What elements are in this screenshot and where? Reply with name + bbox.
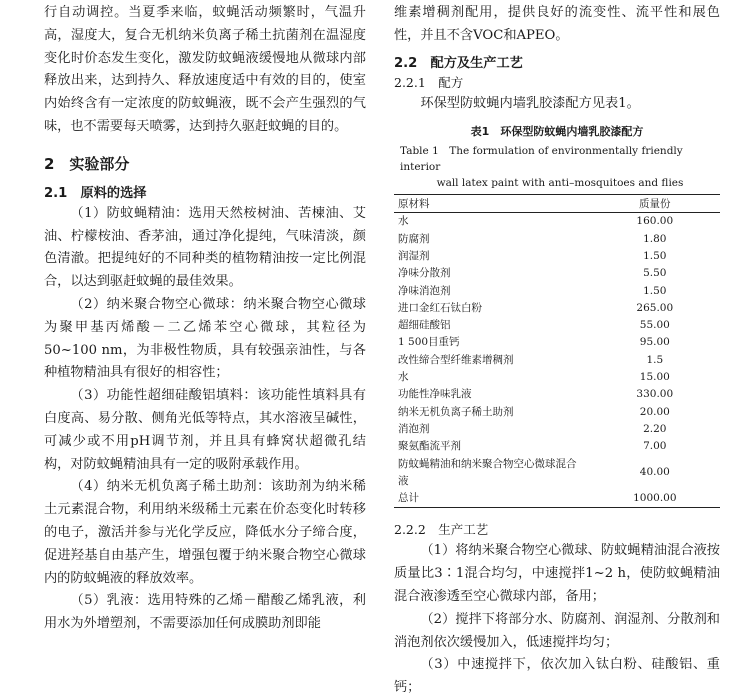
cell-material: 改性缔合型纤维素增稠剂 — [398, 353, 514, 366]
table-row — [394, 248, 720, 265]
cell-material: 水 — [398, 371, 409, 384]
cell-quantity: 1000.00 — [590, 490, 720, 508]
cell-material: 1 500目重钙 — [398, 336, 460, 349]
cell-quantity: 5.50 — [643, 267, 667, 280]
table-row — [394, 456, 720, 491]
process-step-1: （1）将纳米聚合物空心微球、防蚊蝇精油混合液按质量比3∶1混合均匀，中速搅拌1~2 h，使防蚊蝇精油混合液渗透至空心微球内部，备用； — [394, 543, 720, 605]
section-2-1-heading: 2.1 原料的选择 — [44, 185, 147, 201]
cell-material: 净味分散剂 — [398, 267, 451, 280]
header-material: 原材料 — [394, 195, 590, 213]
table-caption-en-line2: wall latex paint with anti–mosquitoes and flies — [436, 177, 684, 190]
cell-quantity: 55.00 — [639, 319, 670, 332]
cell-material: 净味消泡剂 — [398, 284, 451, 297]
cell-quantity: 1.50 — [643, 284, 667, 297]
cell-quantity: 1.5 — [646, 353, 664, 366]
table-row — [394, 300, 720, 317]
cell-material: 润湿剂 — [398, 249, 430, 262]
cell-material: 水 — [398, 215, 409, 228]
cell-material: 功能性净味乳液 — [398, 388, 472, 401]
cell-material: 总计 — [394, 490, 590, 508]
formula-intro: 环保型防蚊蝇内墙乳胶漆配方见表1。 — [420, 95, 640, 111]
table-row — [394, 404, 720, 421]
cell-material: 消泡剂 — [398, 422, 430, 435]
cell-quantity: 1.50 — [643, 249, 667, 262]
material-item-5: （5）乳液：选用特殊的乙烯－醋酸乙烯乳液，利用水为外增塑剂，不需要添加任何成膜助剂即能 — [44, 593, 366, 632]
table-row-total — [394, 490, 720, 508]
section-2-2-2-heading: 2.2.2 生产工艺 — [394, 522, 489, 538]
table-row — [394, 213, 720, 231]
table-caption-en-line1: Table 1 The formulation of environmentally friendly interior — [400, 145, 683, 174]
table-row — [394, 231, 720, 248]
material-item-2: （2）纳米聚合物空心微球：纳米聚合物空心微球为聚甲基丙烯酸－二乙烯苯空心微球，其粒径为50~100 nm，为非极性物质，具有较强亲油性，与各种植物精油具有很好的相容性； — [44, 296, 366, 381]
process-step-2: （2）搅拌下将部分水、防腐剂、润湿剂、分散剂和消泡剂依次缓慢加入，低速搅拌均匀； — [394, 611, 720, 650]
cell-material: 防腐剂 — [398, 232, 430, 245]
cell-material: 防蚊蝇精油和纳米聚合物空心微球混合液 — [398, 457, 577, 487]
cell-quantity: 20.00 — [639, 405, 670, 418]
paragraph-continued: 维素增稠剂配用，提供良好的流变性、流平性和展色性，并且不含VOC和APEO。 — [394, 5, 720, 43]
material-item-3: （3）功能性超细硅酸铝填料：该功能性填料具有白度高、易分散、侧角光低等特点，其水溶液呈碱性，可减少或不用pH调节剂，并且具有蜂窝状超微孔结构，对防蚊蝇精油具有一定的吸附承载作用。 — [44, 388, 366, 472]
right-column — [394, 0, 720, 700]
table-row — [394, 334, 720, 351]
cell-quantity: 2.20 — [643, 422, 667, 435]
section-2-2-1-heading: 2.2.1 配方 — [394, 74, 464, 90]
table-row — [394, 283, 720, 300]
section-2-heading: 2 实验部分 — [44, 154, 130, 173]
cell-quantity: 160.00 — [636, 215, 674, 228]
cell-quantity: 15.00 — [639, 371, 670, 384]
cell-quantity: 265.00 — [636, 301, 674, 314]
table-caption-cn: 表1 环保型防蚊蝇内墙乳胶漆配方 — [470, 125, 644, 139]
cell-material: 聚氨酯流平剂 — [398, 440, 461, 453]
cell-material: 纳米无机负离子稀土助剂 — [398, 405, 514, 418]
process-step-3: （3）中速搅拌下，依次加入钛白粉、硅酸铝、重钙； — [394, 657, 720, 696]
table-header-row — [394, 195, 720, 213]
cell-quantity: 7.00 — [643, 440, 667, 453]
table-caption-en — [394, 143, 720, 191]
left-column — [44, 0, 366, 636]
cell-quantity: 40.00 — [639, 466, 670, 479]
cell-material: 超细硅酸铝 — [398, 319, 451, 332]
material-item-4: （4）纳米无机负离子稀土助剂：该助剂为纳米稀土元素混合物，利用纳米级稀土元素在价态变化时转移的电子，激活并参与光化学反应，降低水分子缔合度，促进羟基自由基产生，增强包覆于纳米聚合物空心微球内的防蚊蝇液的释放效率。 — [44, 479, 366, 586]
table-row — [394, 438, 720, 455]
table-row — [394, 352, 720, 369]
header-quantity: 质量份 — [590, 195, 720, 213]
cell-material: 进口金红石钛白粉 — [398, 301, 482, 314]
cell-quantity: 330.00 — [636, 388, 674, 401]
formulation-table — [394, 194, 720, 508]
section-2-2-heading: 2.2 配方及生产工艺 — [394, 55, 523, 71]
table-row — [394, 265, 720, 282]
table-row — [394, 386, 720, 403]
table-row — [394, 317, 720, 334]
table-row — [394, 369, 720, 386]
cell-quantity: 95.00 — [639, 336, 670, 349]
table-row — [394, 421, 720, 438]
material-item-1: （1）防蚊蝇精油：选用天然桉树油、苦楝油、艾油、柠檬桉油、香茅油，通过净化提纯，气味清淡，颜色清澈。把提纯好的不同种类的植物精油按一定比例混合，以达到驱赶蚊蝇的最佳效果。 — [44, 205, 366, 290]
paragraph-intro: 行自动调控。当夏季来临，蚊蝇活动频繁时，气温升高，湿度大，复合无机纳米负离子稀土抗菌剂在温湿度变化时价态发生变化，激发防蚊蝇液缓慢地从微球内部释放出来，达到持久、释放速度适中有效的目的，使室内始终含有一定浓度的防蚊蝇液，既不会产生强烈的气味，也不需要每天喷雾，达到持久驱赶蚊蝇的目的。 — [44, 5, 366, 134]
cell-quantity: 1.80 — [643, 232, 667, 245]
